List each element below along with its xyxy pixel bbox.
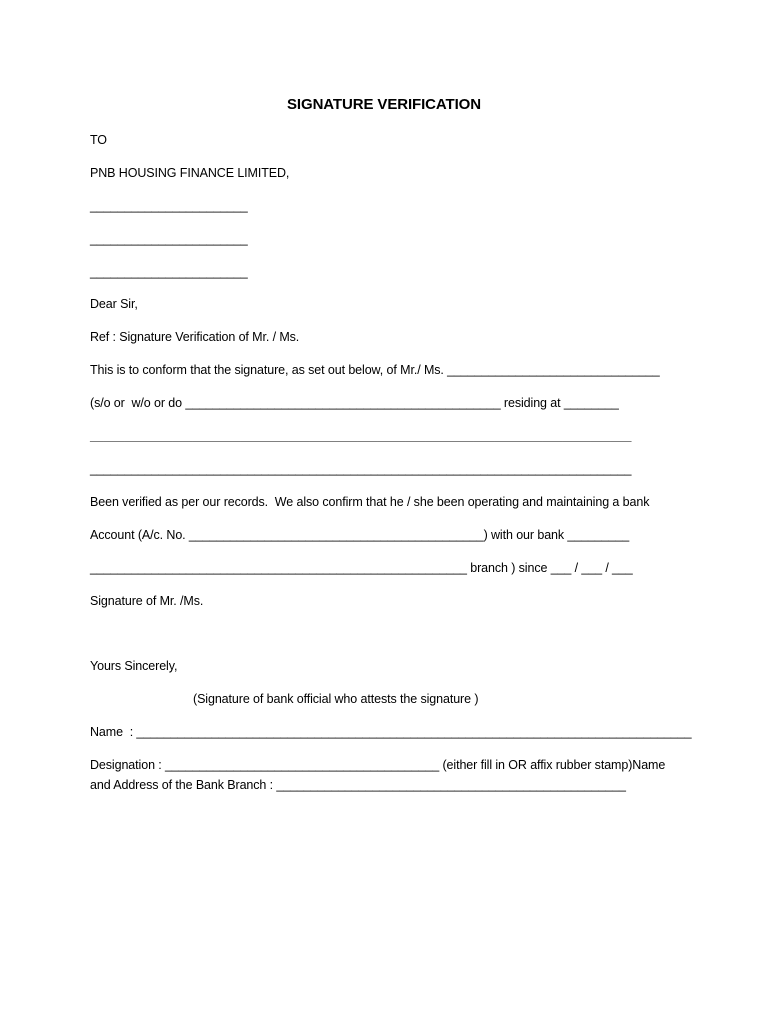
address-line-1: _______________________________________________________________________________ <box>90 429 632 443</box>
verified-line: Been verified as per our records. We also confirm that he / she been operating and maintaining a bank <box>90 495 650 509</box>
branch-line: _______________________________________________________ branch ) since ___ / ___ / ___ <box>90 561 633 575</box>
signature-of-label: Signature of Mr. /Ms. <box>90 594 204 608</box>
designation-line: Designation : ________________________________________ (either fill in OR affix rubber stamp)Name <box>90 758 666 772</box>
name-line: Name : _________________________________________________________________________________ <box>90 725 692 739</box>
attest-note: (Signature of bank official who attests the signature ) <box>193 692 479 706</box>
address-blank-2: _______________________ <box>90 232 248 246</box>
to-label: TO <box>90 133 107 147</box>
reference-line: Ref : Signature Verification of Mr. / Ms. <box>90 330 300 344</box>
address-blank-1: _______________________ <box>90 199 248 213</box>
relation-line: (s/o or w/o or do ______________________________________________ residing at ________ <box>90 396 619 410</box>
address-line-2: _______________________________________________________________________________ <box>90 462 632 476</box>
account-line: Account (A/c. No. ___________________________________________) with our bank _________ <box>90 528 630 542</box>
addressee: PNB HOUSING FINANCE LIMITED, <box>90 166 290 180</box>
document-title: SIGNATURE VERIFICATION <box>287 96 481 113</box>
salutation: Dear Sir, <box>90 297 138 311</box>
conform-line: This is to conform that the signature, as set out below, of Mr./ Ms. _______________________________ <box>90 363 660 377</box>
address-blank-3: _______________________ <box>90 265 248 279</box>
closing: Yours Sincerely, <box>90 659 178 673</box>
bank-address-line: and Address of the Bank Branch : ___________________________________________________ <box>90 778 626 792</box>
